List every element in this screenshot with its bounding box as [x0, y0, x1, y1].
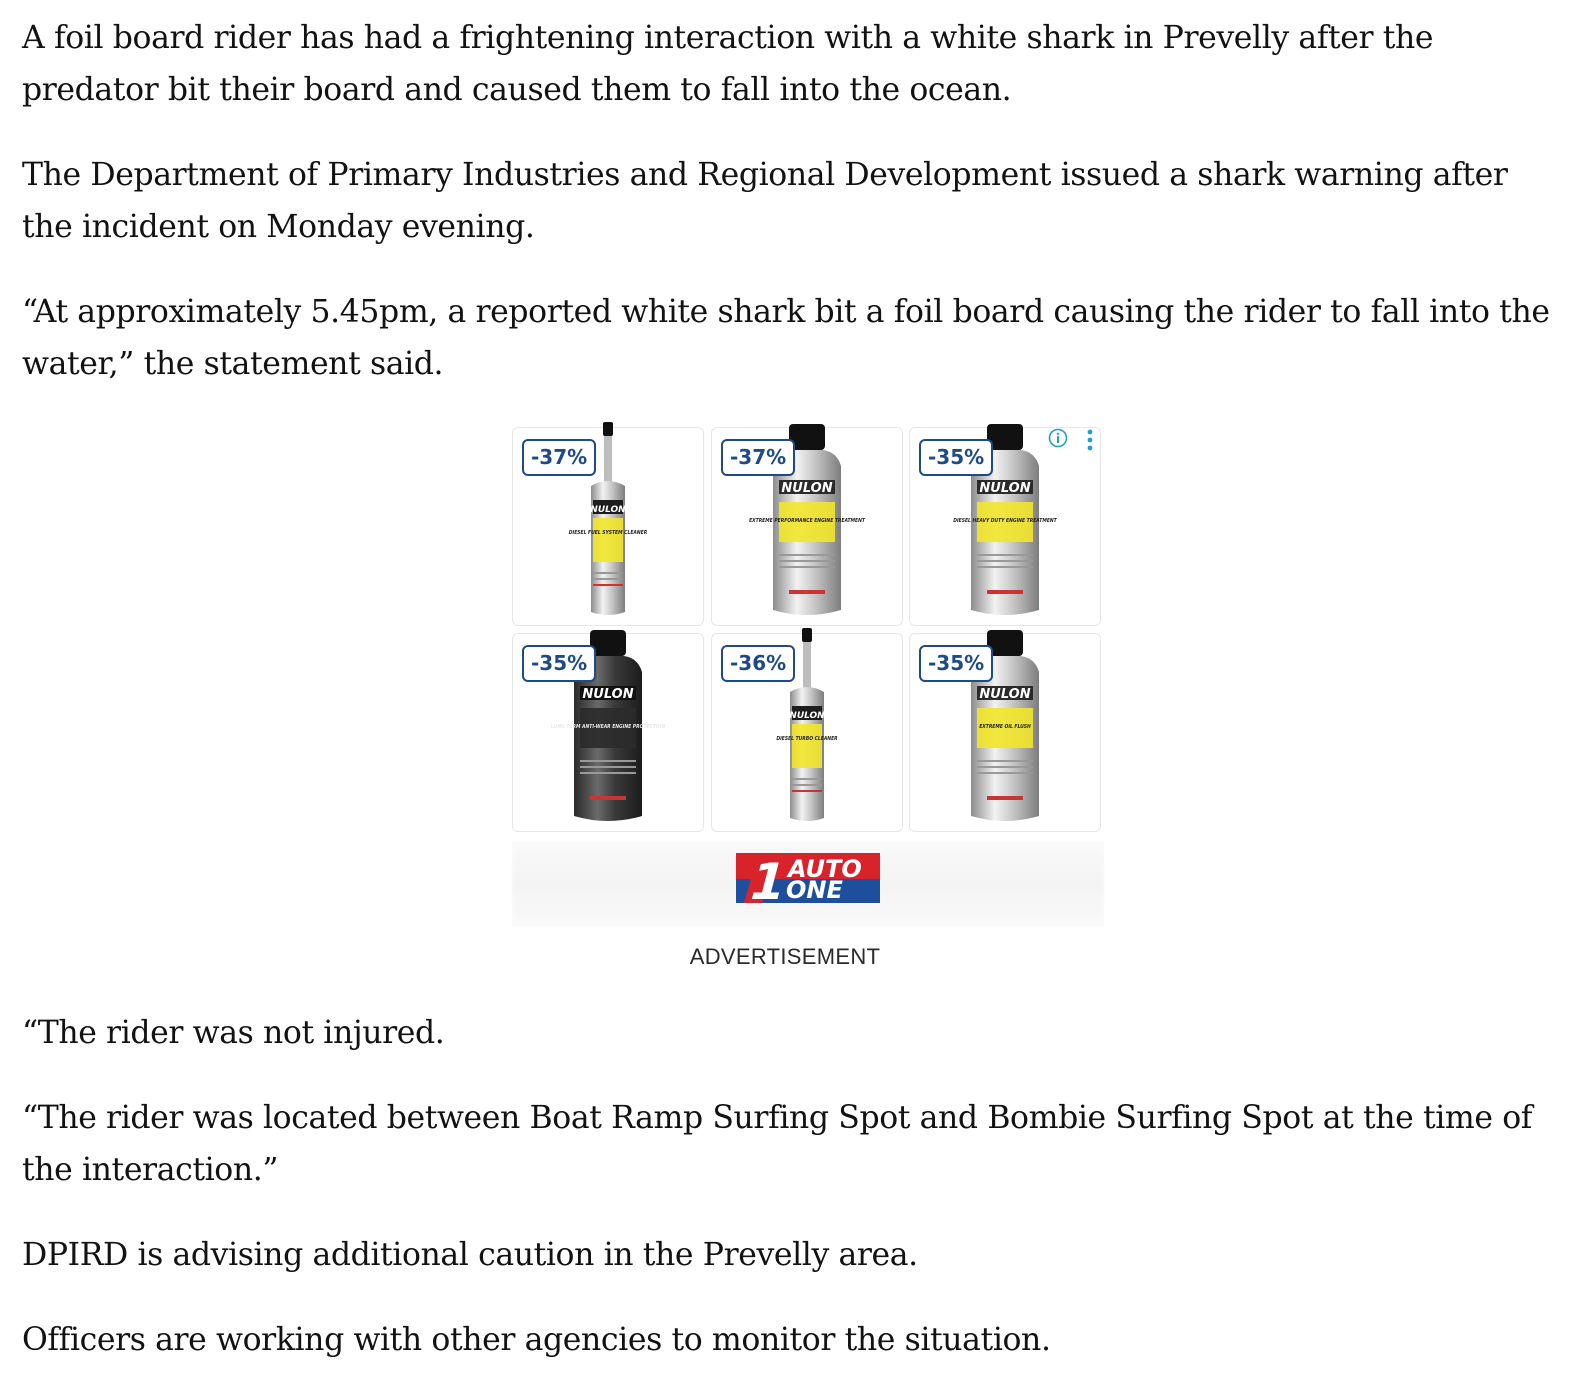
ad-product-tile[interactable]	[711, 633, 903, 832]
logo-word-one: ONE	[786, 876, 843, 904]
discount-badge: -37%	[522, 439, 596, 476]
product-name-text: EXTREME PERFORMANCE ENGINE TREATMENT	[749, 518, 865, 524]
auto-one-logo[interactable]	[736, 853, 880, 911]
article-paragraph: DPIRD is advising additional caution in the Prevelly area.	[22, 1237, 918, 1273]
ad-product-tile[interactable]	[711, 427, 903, 626]
product-brand-text: NULON	[781, 481, 833, 496]
ad-product-tile[interactable]	[909, 633, 1101, 832]
product-brand-text: NULON	[979, 481, 1031, 496]
article-paragraph: A foil board rider has had a frightening interaction with a white shark in Prevelly after the predator bit their board and caused them to fall into the ocean.	[22, 20, 1434, 108]
article-paragraph: “At approximately 5.45pm, a reported white shark bit a foil board causing the rider to fall into the water,” the statement said.	[22, 294, 1550, 382]
advertisement-block[interactable]	[512, 427, 1104, 927]
product-name-text: EXTREME OIL FLUSH	[979, 724, 1031, 730]
discount-badge: -35%	[522, 645, 596, 682]
logo-digit: 1	[748, 853, 788, 911]
product-brand-text: NULON	[789, 711, 825, 721]
article-paragraph: Officers are working with other agencies to monitor the situation.	[22, 1322, 1051, 1358]
ad-product-grid	[512, 427, 1104, 835]
product-name-text: DIESEL FUEL SYSTEM CLEANER	[568, 530, 648, 536]
ad-product-tile[interactable]	[512, 633, 704, 832]
product-name-text: DIESEL HEAVY DUTY ENGINE TREATMENT	[953, 518, 1057, 524]
article-paragraph: “The rider was not injured.	[22, 1015, 445, 1051]
logo-word-auto: AUTO	[788, 855, 862, 883]
info-icon[interactable]	[1048, 428, 1068, 448]
discount-badge: -37%	[721, 439, 795, 476]
discount-badge: -35%	[919, 439, 993, 476]
product-brand-text: NULON	[582, 687, 634, 702]
more-vertical-icon[interactable]	[1086, 428, 1094, 452]
article-paragraph: The Department of Primary Industries and Regional Development issued a shark warning after the incident on Monday evening.	[22, 157, 1508, 245]
article-paragraph: “The rider was located between Boat Ramp Surfing Spot and Bombie Surfing Spot at the time of the interaction.”	[22, 1100, 1533, 1188]
discount-badge: -36%	[721, 645, 795, 682]
product-name-text: LONG TERM ANTI-WEAR ENGINE PROTECTION	[550, 724, 666, 730]
advertisement-label: ADVERTISEMENT	[689, 944, 881, 969]
product-brand-text: NULON	[590, 505, 626, 515]
ad-product-tile[interactable]	[909, 427, 1101, 626]
discount-badge: -35%	[919, 645, 993, 682]
ad-product-tile[interactable]	[512, 427, 704, 626]
product-brand-text: NULON	[979, 687, 1031, 702]
product-name-text: DIESEL TURBO CLEANER	[776, 736, 838, 742]
